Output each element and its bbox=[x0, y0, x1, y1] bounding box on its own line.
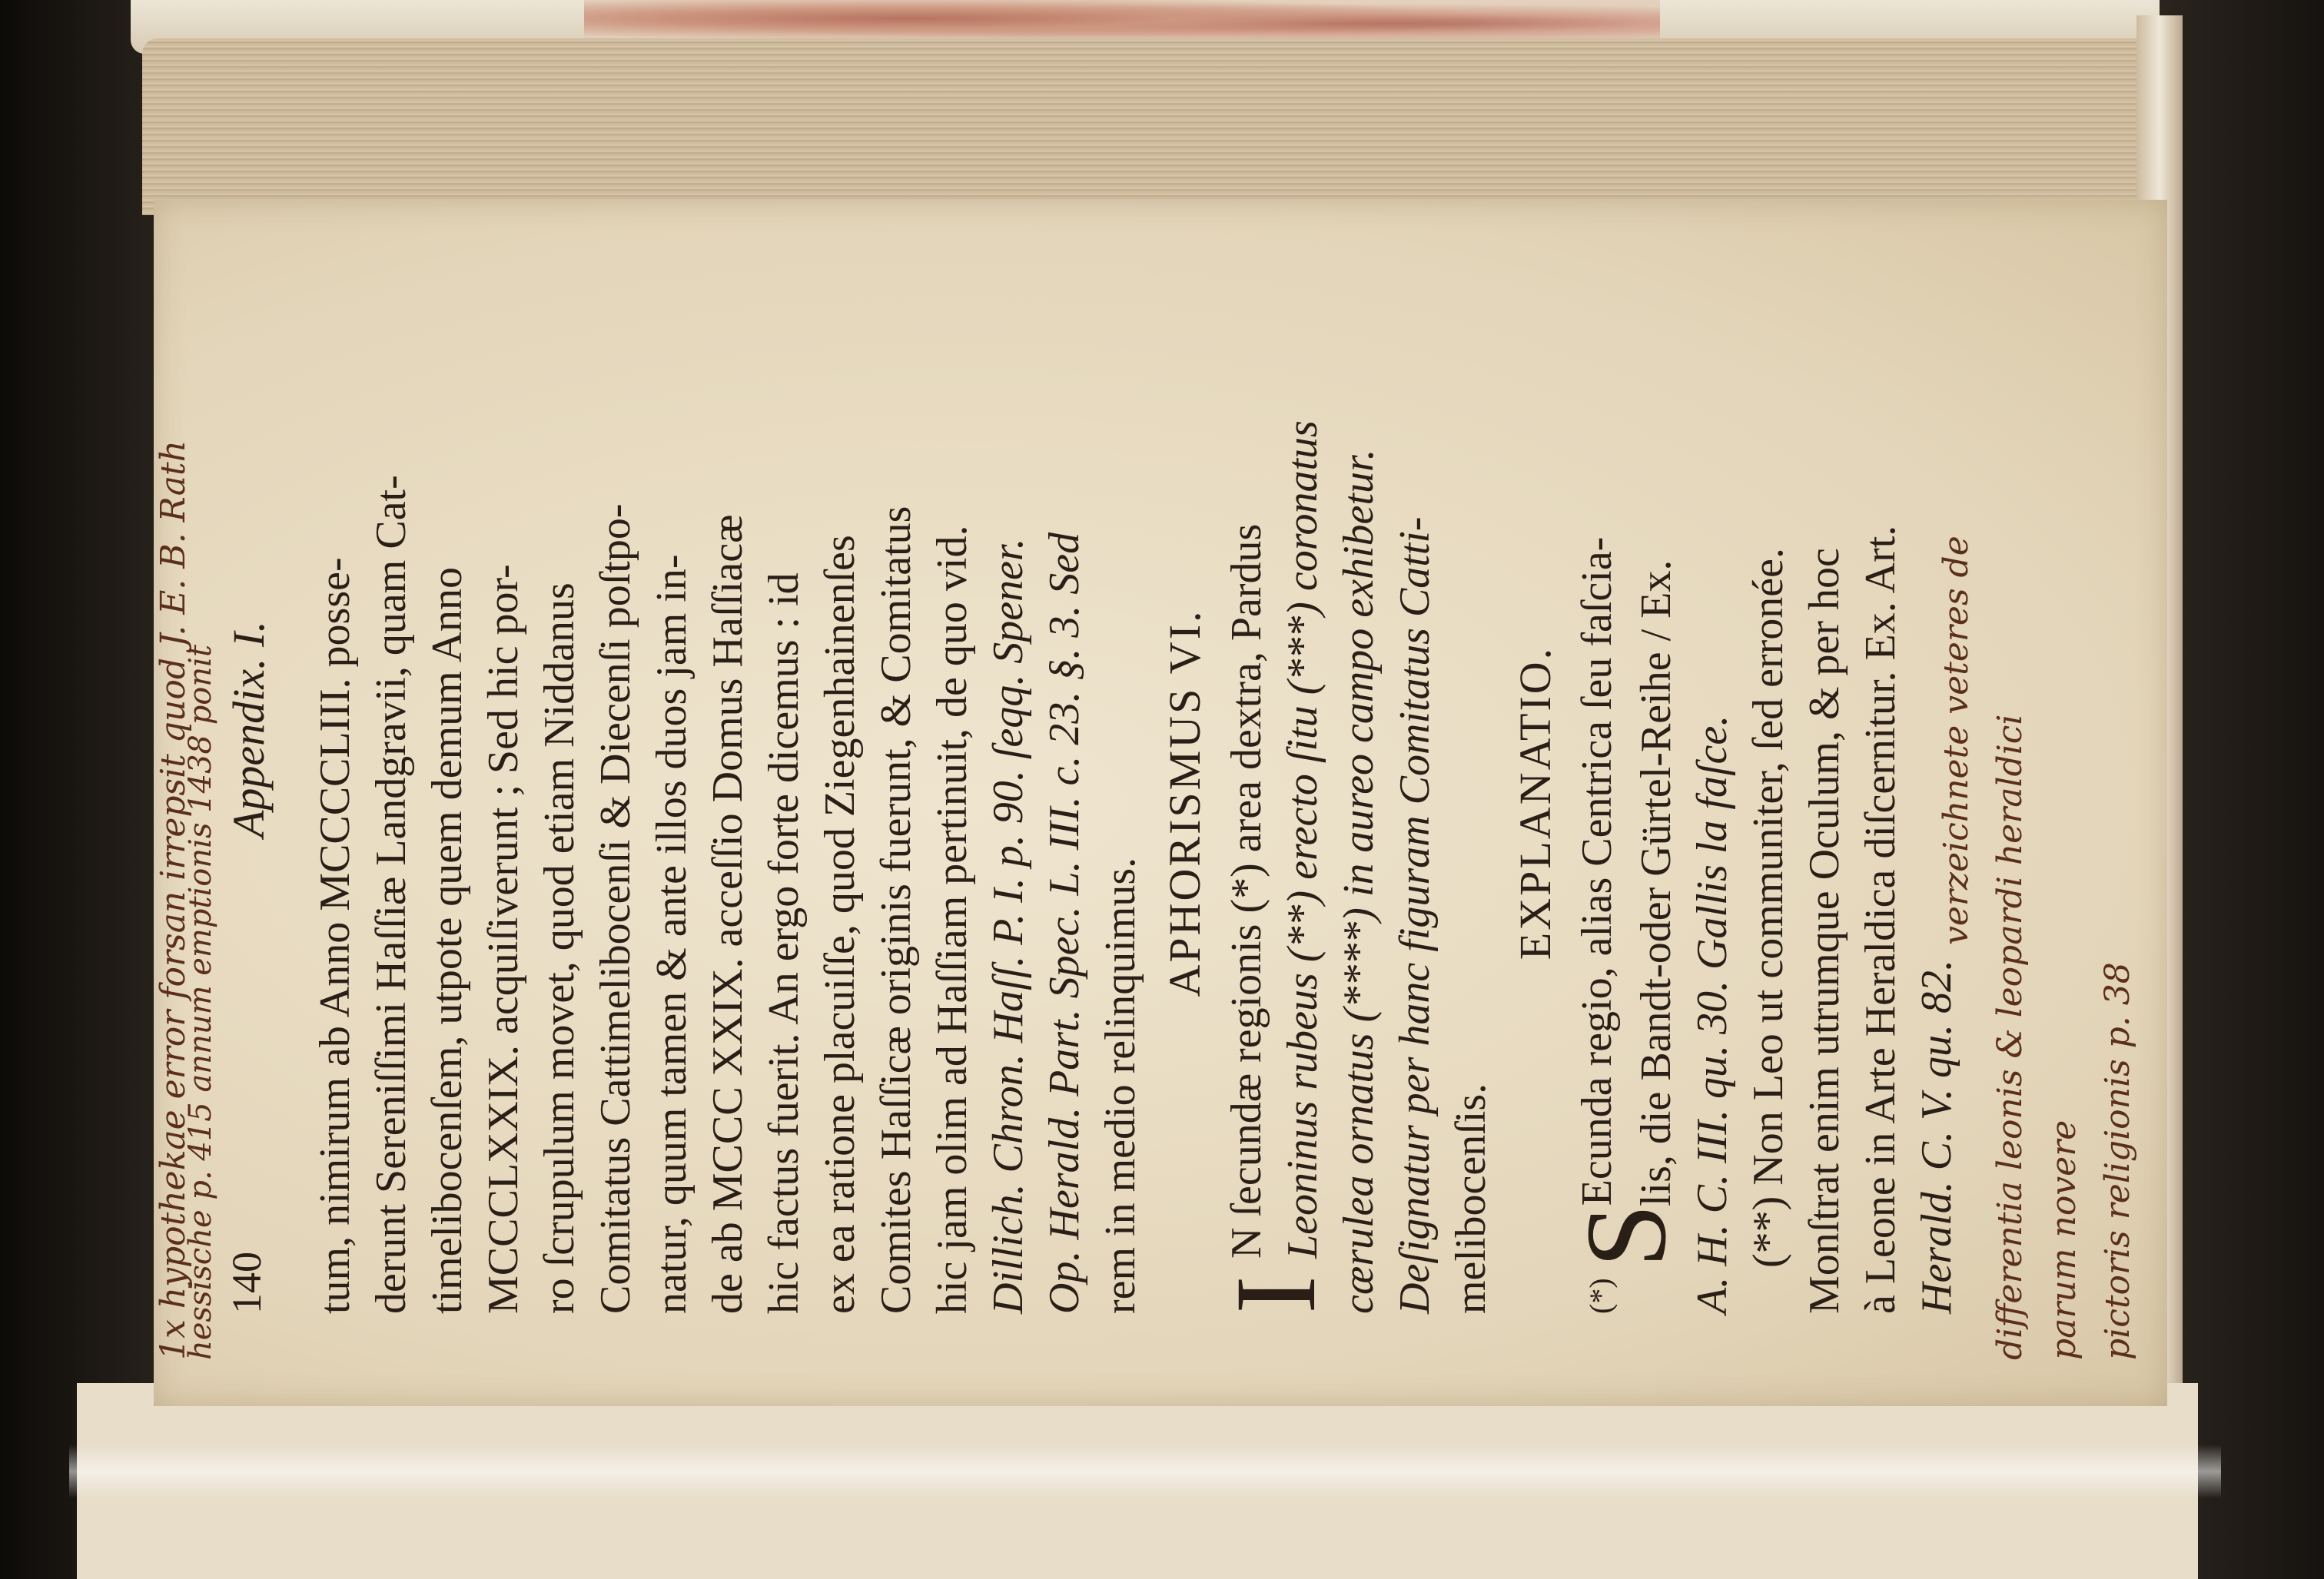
text-line: lis, die Bandt-oder Gürtel-Reihe / Ex. bbox=[1632, 559, 1680, 1206]
drop-cap: S bbox=[1562, 1203, 1690, 1268]
running-title: Appendix. I. bbox=[224, 621, 274, 838]
text-line: derunt Sereniſſimi Haſſiæ Landgravii, quam Cat- bbox=[367, 475, 415, 1314]
text-line: (**) Non Leo ut communiter, ſed erronée. bbox=[1745, 548, 1792, 1268]
heading-explanatio: EXPLANATIO. bbox=[1510, 645, 1560, 960]
text-line: tum, nimirum ab Anno MCCCCLIII. posse- bbox=[311, 557, 359, 1314]
text-line: Herald. C. V. qu. 82. bbox=[1913, 960, 1960, 1314]
text-line: Deſignatur per hanc figuram Comitatus Catti- bbox=[1391, 516, 1439, 1314]
background-left bbox=[0, 0, 177, 1579]
text-line: ro ſcrupulum movet, quod etiam Niddanus bbox=[536, 582, 583, 1314]
paragraph-3 bbox=[1562, 292, 1741, 1314]
text-line: MCCCLXXIX. acquiſiverunt ; Sed hic por- bbox=[480, 564, 527, 1314]
text-line: A. H. C. III. qu. 30. Gallis la faſce. bbox=[1688, 715, 1736, 1314]
text-line: Leoninus rubeus (**) erecto ſitu (***) coronatus bbox=[1279, 420, 1326, 1259]
marginal-note: pictoris religionis p. 38 bbox=[2098, 962, 2137, 1360]
text-line: timelibocenſem, utpote quem demum Anno bbox=[423, 566, 471, 1314]
text-line: hic factus fuerit. An ergo forte dicemus : id bbox=[760, 572, 808, 1314]
marginal-note: hessische p. 415 annum emptionis 1438 ponit bbox=[183, 644, 218, 1360]
text-line: cærulea ornatus (****) in aureo campo exhibetur. bbox=[1335, 449, 1383, 1314]
text-line: Op. Herald. Part. Spec. L. III. c. 23. §. 3. Sed bbox=[1041, 532, 1088, 1314]
marginal-note: differentia leonis & leopardi heraldici bbox=[1990, 714, 2030, 1360]
page-number: 140 bbox=[224, 1252, 270, 1314]
text-line: Comites Haſſicæ originis fuerunt, & Comitatus bbox=[872, 506, 920, 1314]
text-line: Monſtrat enim utrumque Oculum, & per hoc bbox=[1801, 548, 1848, 1314]
glass-glare bbox=[69, 1445, 2221, 1498]
marginal-note: 1x hypothekae error forsan irrepsit quod J. E. B. Rath bbox=[154, 440, 193, 1360]
text-line: à Leone in Arte Heraldica diſcernitur. Ex. Art. bbox=[1857, 525, 1904, 1314]
text-line bbox=[1569, 292, 1628, 1314]
text-line: hic jam olim ad Haſſiam pertinuit, de quo vid. bbox=[928, 525, 976, 1314]
text-line: Dillich. Chron. Haſſ. P. I. p. 90. ſeqq. Spener. bbox=[984, 538, 1032, 1314]
running-head bbox=[223, 292, 277, 1314]
text-line: ex ea ratione placuiſſe, quod Ziegenhainenſes bbox=[816, 535, 864, 1314]
paragraph-1 bbox=[307, 292, 1149, 1314]
drop-cap: I bbox=[1212, 1275, 1340, 1314]
text-line: N ſecundæ regionis (*) area dextra, Pardus bbox=[1223, 523, 1270, 1259]
page-block-edge bbox=[142, 38, 2171, 215]
paragraph-2 bbox=[1212, 292, 1499, 1314]
marginal-note: parum novere bbox=[2044, 1120, 2083, 1360]
footnote-mark: (*) bbox=[1583, 1278, 1618, 1314]
page-content bbox=[154, 200, 2167, 1406]
marginal-note: verzeichnete veteres de bbox=[1937, 536, 1976, 945]
paragraph-4 bbox=[1741, 292, 1965, 1314]
text-line: de ab MCCC XXIX. acceſſio Domus Haſſiacæ bbox=[704, 514, 752, 1314]
text-line: Comitatus Cattimelibocenſi & Diecenſi poſtpo- bbox=[592, 503, 639, 1314]
printed-page bbox=[154, 200, 2167, 1406]
text-line: natur, quum tamen & ante illos duos jam in- bbox=[648, 554, 696, 1314]
text-line: rem in medio relinquimus. bbox=[1097, 857, 1144, 1314]
heading-aphorismus: APHORISMUS VI. bbox=[1160, 609, 1210, 997]
body-text bbox=[307, 292, 1965, 1314]
text-segment: Ecunda regio, alias Centrica ſeu faſcia- bbox=[1573, 536, 1621, 1206]
text-line: melibocenſis. bbox=[1447, 1083, 1495, 1314]
